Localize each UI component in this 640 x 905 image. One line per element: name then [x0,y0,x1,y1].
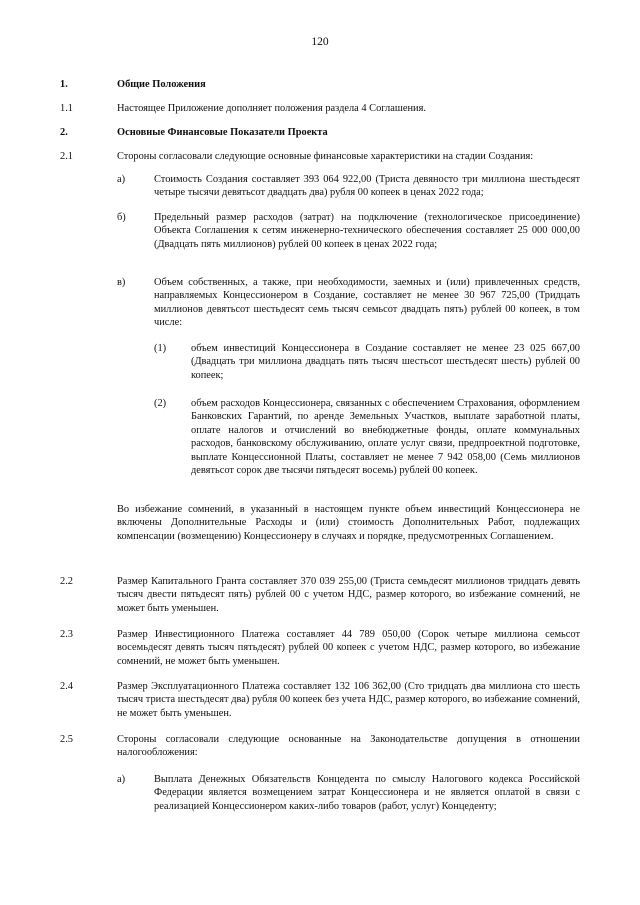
section-number: 1. [60,79,68,90]
clause-text: Стороны согласовали следующие основанные на Законодательстве допущения в отношении налогообложения: [117,734,580,759]
section-number: 2. [60,127,68,138]
subitem-text: объем расходов Концессионера, связанных с обеспечением Страхования, оформлением Банковских Гарантий, по аренде Земельных Участков, выплате заработной платы, оплате налогов и отчислений во внебюджетные фонды, оплате коммунальных расходов, банковскому обслуживанию, оплате услуг связи, предпроектной подготовке, выплате Концессионной Платы, составляет не менее 7 942 058,00 (Семь миллионов девятьсот сорок две тысячи пятьдесят восемь) рублей 00 копеек. [191,398,580,477]
item-label: б) [117,212,126,223]
section-2-heading [60,126,580,139]
clause-2-1 [60,150,580,163]
page-number: 120 [311,36,329,48]
item-2-1-a [117,173,580,200]
subitem-label: (2) [154,398,167,409]
item-text: Стоимость Создания составляет 393 064 922,00 (Триста девяносто три миллиона шестьдесят четыре тысячи девятьсот двадцать два) рубля 00 копеек в ценах 2022 года; [154,174,580,199]
clause-number: 2.4 [60,681,73,692]
item-2-1-b [117,211,580,251]
clause-text: Размер Инвестиционного Платежа составляет 44 789 050,00 (Сорок четыре миллиона семьсот восемьдесят девять тысяч пятьдесят) рублей 00 копеек с учетом НДС, размер которого, во избежание сомнений, не может быть уменьшен. [117,629,580,667]
clause-number: 1.1 [60,103,73,114]
clause-number: 2.3 [60,629,73,640]
clause-text: Стороны согласовали следующие основные финансовые характеристики на стадии Создания: [117,151,534,162]
clause-text: Настоящее Приложение дополняет положения раздела 4 Соглашения. [117,103,426,114]
clause-2-5 [60,733,580,760]
subitem-2 [154,397,580,477]
section-1-heading [60,78,580,91]
item-label: а) [117,174,126,185]
subitem-label: (1) [154,343,167,354]
section-title: Основные Финансовые Показатели Проекта [117,127,328,138]
clause-2-4 [60,680,580,720]
clause-2-2 [60,575,580,615]
item-text: Предельный размер расходов (затрат) на подключение (технологическое присоединение) Объекта Соглашения к сетям инженерно-технического обеспечения составляет 25 000 000,00 (Двадцать пять миллионов) рублей 00 копеек в ценах 2022 года; [154,212,580,250]
clause-text: Размер Капитального Гранта составляет 370 039 255,00 (Триста семьдесят миллионов тридцать девять тысяч двести пятьдесят пять) рублей 00 с учетом НДС, размер которого, во избежание сомнений, не может быть уменьшен. [117,576,580,614]
item-label: в) [117,277,126,288]
item-2-1-v [117,276,580,330]
clause-2-1-note: Во избежание сомнений, в указанный в настоящем пункте объем инвестиций Концессионера не включены Дополнительные Расходы и (или) стоимость Дополнительных Работ, подлежащих компенсации (возмещению) Концессионеру в случаях и порядке, предусмотренных Соглашением. [117,504,580,542]
item-text: Выплата Денежных Обязательств Концедента по смыслу Налогового кодекса Российской Федерации является возмещением затрат Концессионера и не является оплатой в связи с реализацией Концессионером каких-либо товаров (работ, услуг) Концеденту; [154,774,580,812]
item-text: Объем собственных, а также, при необходимости, заемных и (или) привлеченных средств, направляемых Концессионером в Создание, составляет не менее 30 967 725,00 (Тридцать миллионов девятьсот шестьдесят семь тысяч семьсот двадцать пять) рублей 00 копеек, в том числе: [154,277,580,329]
item-2-5-a [117,773,580,813]
section-title: Общие Положения [117,79,206,90]
item-label: а) [117,774,126,785]
subitem-1 [154,342,580,382]
clause-number: 2.2 [60,576,73,587]
subitem-text: объем инвестиций Концессионера в Создание составляет не менее 23 025 667,00 (Двадцать три миллиона двадцать пять тысяч шестьсот шестьдесят шесть) рублей 00 копеек; [191,343,580,381]
clause-1-1 [60,102,580,115]
clause-number: 2.1 [60,151,73,162]
clause-2-3 [60,628,580,668]
clause-number: 2.5 [60,734,73,745]
clause-text: Размер Эксплуатационного Платежа составляет 132 106 362,00 (Сто тридцать два миллиона сто шесть тысяч триста шестьдесят два) рубля 00 копеек без учета НДС, размер которого, во избежание сомнений, не может быть уменьшен. [117,681,580,719]
